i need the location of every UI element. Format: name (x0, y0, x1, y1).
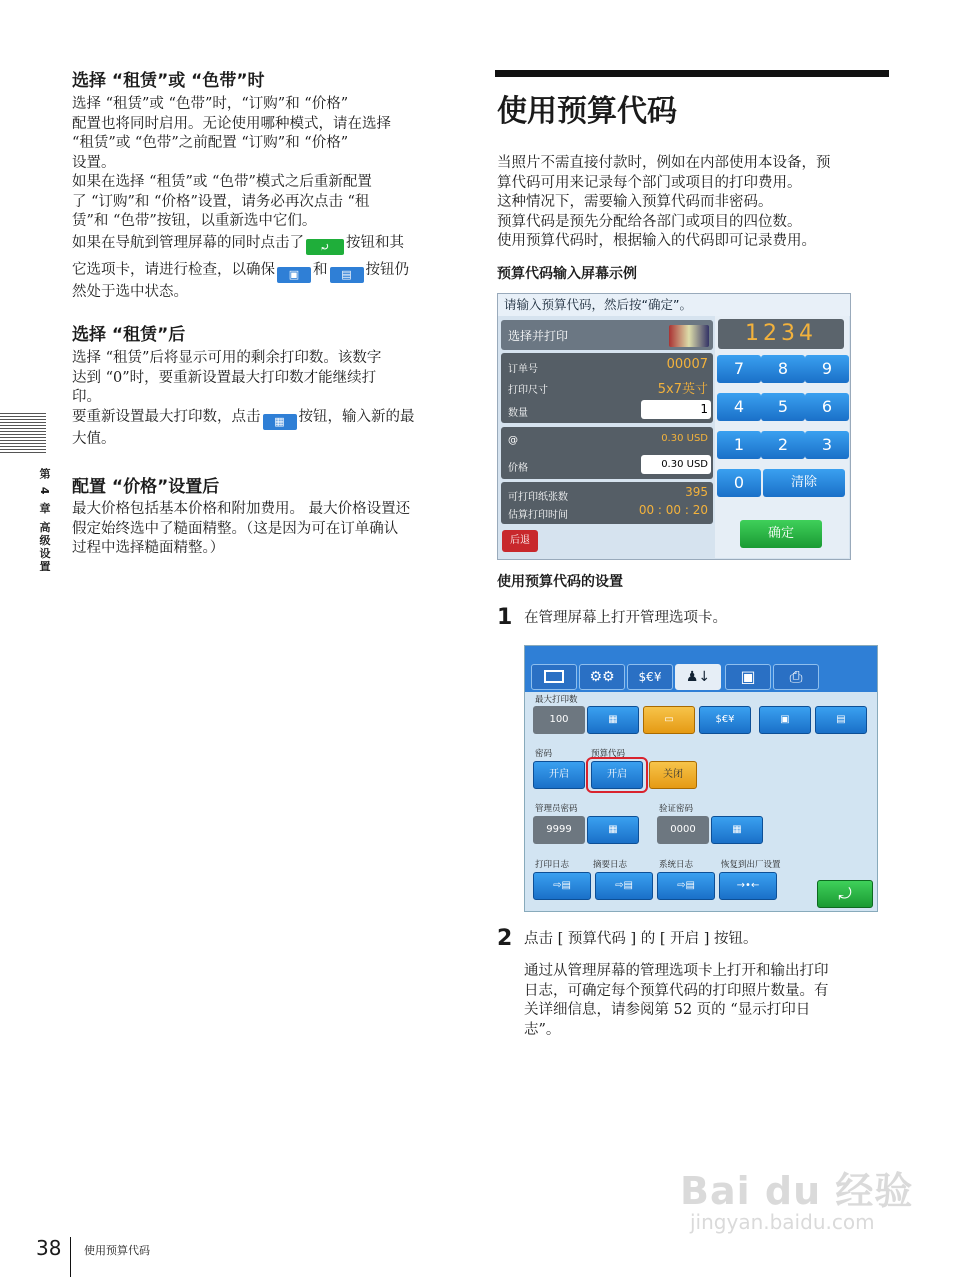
admin-password-keypad-button[interactable] (587, 816, 639, 844)
section-title-after-rental: 选择 “租赁”后 (72, 325, 186, 345)
key-6[interactable]: 6 (805, 393, 849, 421)
order-value: 00007 (666, 357, 708, 372)
max-prints-value: 100 (533, 706, 585, 734)
time-value: 00 : 00 : 20 (638, 503, 708, 517)
tab-admin[interactable] (675, 664, 721, 690)
step-2-detail (524, 962, 894, 1040)
text-line: 然处于选中状态。 (72, 283, 188, 300)
text-line: 过程中选择糙面精整。） (72, 540, 225, 556)
paper-stack-icon: ▭ (664, 714, 674, 725)
currency-icon: $€¥ (638, 670, 662, 684)
return-button[interactable] (817, 880, 873, 908)
rental-icon: ▣ (780, 714, 790, 725)
step-1-text: 在管理屏幕上打开管理选项卡。 (524, 610, 727, 626)
password-on-button[interactable]: 开启 (533, 761, 585, 789)
export-icon: ⇨▤ (615, 880, 633, 891)
text-line: 算代码可用来记录每个部门或项目的打印费用。 (497, 174, 802, 191)
text-line: 假定始终选中了糙面精整。（这是因为可在订单确认 (72, 520, 399, 537)
verify-password-keypad-button[interactable] (711, 816, 763, 844)
paper-label: 可打印纸张数 (508, 492, 568, 503)
screen1-caption: 预算代码输入屏幕示例 (497, 266, 637, 282)
export-icon: ⇨▤ (553, 880, 571, 891)
qty-field[interactable]: 1 (641, 400, 711, 419)
code-display: 1234 (718, 319, 844, 349)
paper-value: 395 (685, 485, 708, 499)
verify-password-value: 0000 (657, 816, 709, 844)
photo-thumbnail (669, 325, 709, 347)
text-line: 赁”和 “色带”按钮，以重新选中它们。 (72, 213, 317, 229)
factory-reset-label: 恢复到出厂设置 (721, 860, 781, 870)
ribbon-button[interactable] (815, 706, 867, 734)
text-line: 印。 (72, 389, 101, 405)
step-2-number: 2 (497, 926, 513, 951)
order-panel (501, 353, 713, 423)
key-0[interactable]: 0 (717, 469, 761, 497)
text-line: 配置也将同时启用。无论使用哪种模式，请在选择 (72, 115, 391, 132)
status-panel (501, 482, 713, 524)
paper-button[interactable] (643, 706, 695, 734)
step-2-text: 点击 [ 预算代码 ] 的 [ 开启 ] 按钮。 (524, 931, 758, 947)
gear-icon: ⚙⚙ (589, 669, 615, 685)
text-line: 选择 “租赁”后将显示可用的剩余打印数。该数字 (72, 350, 382, 366)
print-log-label: 打印日志 (535, 860, 570, 870)
clear-button[interactable]: 清除 (763, 469, 845, 497)
key-3[interactable]: 3 (805, 431, 849, 459)
text-span: 按钮仍 (365, 261, 409, 278)
print-log-button[interactable] (533, 872, 591, 900)
text-line: 设置。 (72, 154, 116, 171)
title-rule (495, 70, 889, 77)
step-1-number: 1 (497, 605, 513, 630)
select-print-panel (501, 320, 713, 350)
password-label: 密码 (535, 749, 553, 759)
key-7[interactable]: 7 (717, 355, 761, 383)
key-4[interactable]: 4 (717, 393, 761, 421)
keypad-icon: ▦ (608, 824, 618, 835)
return-icon: ⤾ (838, 884, 852, 903)
text-line: 日志，可确定每个预算代码的打印照片数量。有 (524, 982, 829, 999)
text-line: 志”。 (524, 1021, 561, 1038)
text-span: 它选项卡，请进行检查，以确保 (72, 261, 275, 278)
text-line: 通过从管理屏幕的管理选项卡上打开和输出打印 (524, 963, 829, 979)
factory-reset-button[interactable] (719, 872, 777, 900)
text-span: 按钮，输入新的最 (298, 408, 415, 425)
section-body-price (72, 500, 472, 559)
size-label: 打印尺寸 (508, 385, 548, 396)
qty-label: 数量 (508, 408, 528, 419)
key-1[interactable]: 1 (717, 431, 761, 459)
keypad-icon: ▦ (608, 714, 618, 725)
text-line: 最大价格包括基本价格和附加费用。 最大价格设置还 (72, 501, 411, 517)
tab-bar (525, 646, 877, 692)
price-mode-button[interactable] (699, 706, 751, 734)
max-prints-keypad-button[interactable] (587, 706, 639, 734)
text-line: 了 “订购”和 “价格”设置，请务必再次点击 “租 (72, 193, 370, 210)
text-line: 关详细信息，请参阅第 52 页的 “显示打印日 (524, 1002, 811, 1018)
text-line (72, 408, 472, 430)
text-span: 和 (313, 261, 328, 278)
ribbon-icon: ▤ (330, 267, 364, 283)
ok-button[interactable]: 确定 (740, 520, 822, 548)
entry-prompt: 请输入预算代码，然后按“确定”。 (498, 294, 850, 316)
text-line: 预算代码是预先分配给各部门或项目的四位数。 (497, 213, 802, 230)
admin-icon: ♟↓ (685, 669, 711, 685)
section-title-price: 配置 “价格”设置后 (72, 477, 220, 497)
system-log-button[interactable] (657, 872, 715, 900)
budget-code-entry-screen (497, 293, 851, 560)
summary-log-button[interactable] (595, 872, 653, 900)
select-print-label: 选择并打印 (508, 329, 569, 343)
watermark-logo: Bai du 经验 (680, 1169, 914, 1213)
budget-code-label: 预算代码 (591, 749, 626, 759)
tab-frame[interactable] (725, 664, 771, 690)
budget-code-off-button[interactable]: 关闭 (649, 761, 697, 789)
footer-section: 使用预算代码 (84, 1244, 150, 1257)
unit-price-value: 0.30 USD (661, 433, 708, 444)
ribbon-icon: ▤ (836, 714, 846, 725)
admin-password-label: 管理员密码 (535, 804, 578, 814)
size-value: 5x7英寸 (657, 382, 708, 397)
tab-display[interactable] (531, 664, 577, 690)
chapter-tab-lines (0, 413, 46, 455)
return-icon: ⤾ (306, 239, 344, 255)
tab-printer[interactable] (773, 664, 819, 690)
time-label: 估算打印时间 (508, 510, 568, 521)
watermark-url: jingyan.baidu.com (690, 1210, 875, 1234)
page-number: 38 (36, 1236, 62, 1260)
key-8[interactable]: 8 (761, 355, 805, 383)
screen-icon (544, 670, 564, 683)
text-line: 使用预算代码时，根据输入的代码即可记录费用。 (497, 233, 816, 249)
footer-divider (70, 1237, 71, 1277)
text-line: “租赁”或 “色带”之前配置 “订购”和 “价格” (72, 135, 349, 151)
summary-log-label: 摘要日志 (593, 860, 628, 870)
text-line: 如果在选择 “租赁”或 “色带”模式之后重新配置 (72, 174, 372, 190)
currency-icon: $€¥ (715, 714, 735, 725)
price-panel (501, 427, 713, 479)
keypad-icon: ▦ (732, 824, 742, 835)
section-body-rental-ribbon (72, 95, 472, 302)
frame-icon: ▣ (740, 667, 756, 686)
text-line: 达到 “0”时，要重新设置最大打印数才能继续打 (72, 369, 377, 386)
budget-code-on-button[interactable]: 开启 (591, 761, 643, 789)
admin-tab-screen (524, 645, 878, 912)
admin-password-value: 9999 (533, 816, 585, 844)
text-line: 当照片不需直接付款时，例如在内部使用本设备，预 (497, 155, 831, 171)
chapter-tab-label: 第 4 章 高级设置 (38, 468, 51, 574)
back-button[interactable]: 后退 (502, 530, 538, 552)
text-line (72, 234, 472, 255)
verify-password-label: 验证密码 (659, 804, 694, 814)
text-line: 大值。 (72, 430, 116, 447)
intro-paragraph (497, 154, 897, 252)
page-title: 使用预算代码 (497, 94, 677, 129)
reset-arrows-icon: →•← (736, 880, 760, 891)
order-label: 订单号 (508, 364, 538, 375)
key-5[interactable]: 5 (761, 393, 805, 421)
text-span: 按钮和其 (346, 234, 404, 251)
section-body-after-rental (72, 349, 472, 449)
tab-price[interactable] (627, 664, 673, 690)
export-icon: ⇨▤ (677, 880, 695, 891)
keypad-icon: ▦ (263, 414, 297, 430)
max-prints-label: 最大打印数 (535, 695, 578, 705)
key-9[interactable]: 9 (805, 355, 849, 383)
text-line: 这种情况下，需要输入预算代码而非密码。 (497, 194, 773, 210)
system-log-label: 系统日志 (659, 860, 694, 870)
rental-button[interactable] (759, 706, 811, 734)
tab-settings[interactable] (579, 664, 625, 690)
rental-icon: ▣ (277, 267, 311, 283)
price-label: 价格 (508, 463, 528, 474)
section-title-rental-ribbon: 选择 “租赁”或 “色带”时 (72, 71, 265, 91)
text-line: 选择 “租赁”或 “色带”时，“订购”和 “价格” (72, 96, 349, 112)
unit-price-label: @ (508, 435, 518, 446)
text-line (72, 261, 472, 283)
text-span: 要重新设置最大打印数，点击 (72, 408, 261, 425)
key-2[interactable]: 2 (761, 431, 805, 459)
printer-icon: ⎙ (789, 667, 803, 686)
screen2-caption: 使用预算代码的设置 (497, 574, 623, 590)
price-field[interactable]: 0.30 USD (641, 455, 711, 474)
text-span: 如果在导航到管理屏幕的同时点击了 (72, 234, 304, 251)
